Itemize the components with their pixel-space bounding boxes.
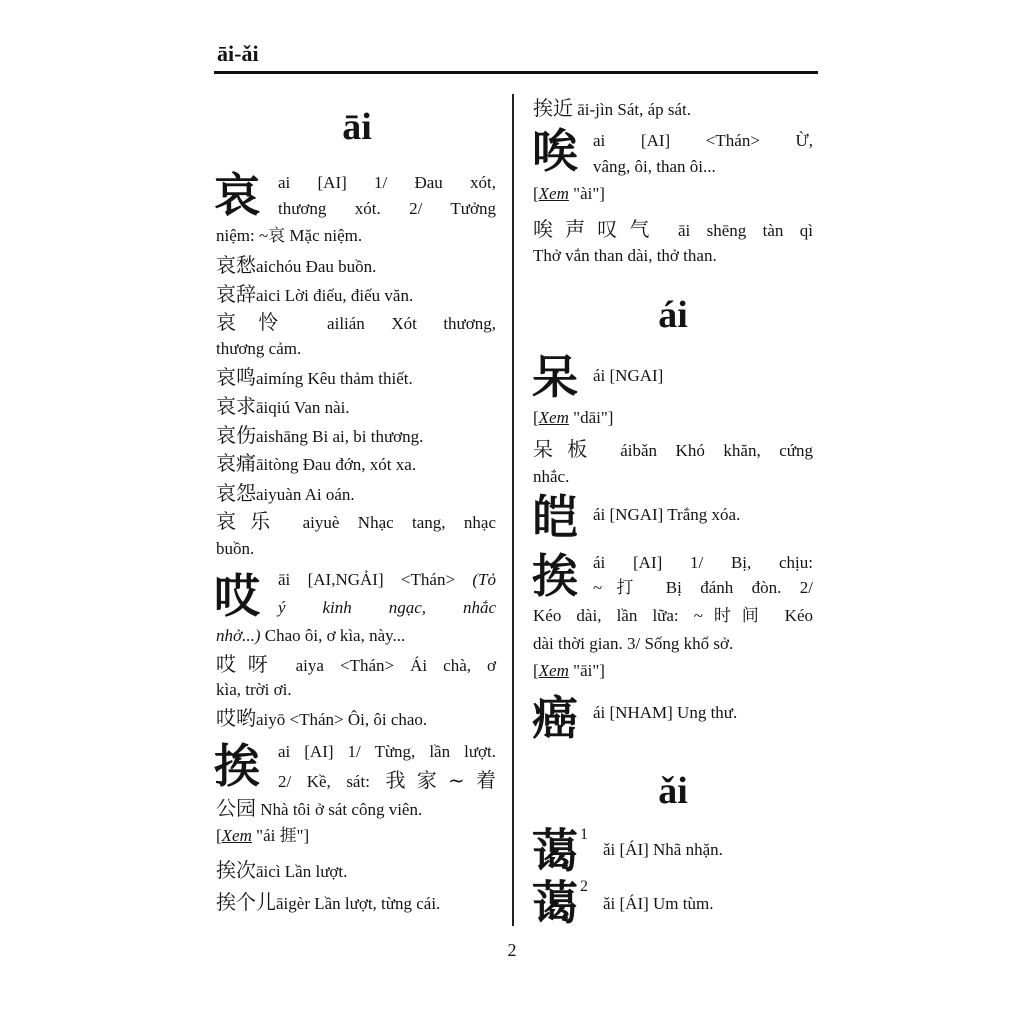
entry-line: ái [NGAI] xyxy=(593,366,664,385)
compound-hanzi: 哀辞 xyxy=(216,282,256,306)
entry-line: 2/ Kề, sát: 我家~着 xyxy=(278,768,496,792)
compound-gloss: āi-jìn Sát, áp sát. xyxy=(577,100,692,119)
compound-entry xyxy=(216,483,496,505)
column-divider xyxy=(512,94,514,926)
cross-reference: [Xem "dāi"] xyxy=(533,408,614,427)
entry-line: buồn. xyxy=(216,539,255,558)
page-number: 2 xyxy=(507,940,517,960)
compound-gloss: aichóu Đau buồn. xyxy=(256,257,377,276)
compound-hanzi: 哎哟 xyxy=(216,706,256,730)
compound-hanzi: 哎呀 xyxy=(216,652,280,676)
headword-char: 挨 xyxy=(214,739,260,793)
compound-entry xyxy=(216,892,496,914)
compound-gloss: āiqiú Van nài. xyxy=(256,398,350,417)
compound-entry xyxy=(216,284,496,306)
compound-entry xyxy=(216,511,496,533)
entry-line: nhắc. xyxy=(533,467,570,486)
compound-gloss: āigèr Lần lượt, từng cái. xyxy=(276,894,441,913)
entry-line: ý kinh ngạc, nhắc xyxy=(278,598,496,617)
compound-gloss: áibǎn Khó khăn, cứng xyxy=(620,441,814,460)
homograph-number: 1 xyxy=(580,826,588,843)
entry-line: kìa, trời ơi. xyxy=(216,680,292,699)
compound-entry xyxy=(216,367,496,389)
compound-hanzi: 挨次 xyxy=(216,858,256,882)
compound-gloss: aiya <Thán> Ái chà, ơ xyxy=(295,656,497,675)
entry-line: dài thời gian. 3/ Sống khổ sở. xyxy=(533,634,734,653)
entry-line: 公园 Nhà tôi ở sát công viên. xyxy=(216,796,423,820)
compound-entry xyxy=(216,453,496,475)
compound-hanzi: 哀愁 xyxy=(216,253,256,277)
running-header: āi-ǎi xyxy=(217,41,259,66)
compound-gloss: aimíng Kêu thảm thiết. xyxy=(256,369,413,388)
headword-char: 呆 xyxy=(532,350,578,404)
compound-entry xyxy=(216,425,496,447)
headword-char: 皑 xyxy=(532,490,578,544)
compound-entry xyxy=(216,708,496,730)
entry-line: ái [NGAI] Trắng xóa. xyxy=(593,505,741,524)
headword-char: 挨 xyxy=(532,549,578,603)
compound-hanzi: 哀痛 xyxy=(216,451,256,475)
compound-gloss: ailián Xót thương, xyxy=(327,314,497,333)
entry-line: ai [AI] 1/ Đau xót, xyxy=(278,173,496,192)
entry-line: ~打 Bị đánh đòn. 2/ xyxy=(593,578,813,597)
section-heading-ai3: ǎi xyxy=(658,770,688,812)
compound-hanzi: 唉声叹气 xyxy=(533,217,662,241)
compound-entry xyxy=(533,219,813,241)
compound-entry xyxy=(216,396,496,418)
headword-char: 癌 xyxy=(532,691,578,745)
compound-hanzi: 哀伤 xyxy=(216,423,256,447)
cross-reference: [Xem "ái 捱"] xyxy=(216,826,310,845)
compound-gloss: aiyuè Nhạc tang, nhạc xyxy=(302,513,497,532)
compound-hanzi: 哀求 xyxy=(216,394,256,418)
entry-line: Thở vắn than dài, thở than. xyxy=(533,246,717,265)
section-heading-ai1: āi xyxy=(342,106,372,148)
compound-hanzi: 哀怨 xyxy=(216,481,256,505)
entry-line: āi [AI,NGẢI] <Thán> (Tỏ xyxy=(278,570,497,589)
entry-line: ai [AI] 1/ Từng, lần lượt. xyxy=(278,742,496,761)
header-rule xyxy=(214,71,818,74)
compound-entry xyxy=(533,439,813,461)
compound-hanzi: 挨个儿 xyxy=(216,890,276,914)
compound-gloss: āi shēng tàn qì xyxy=(677,221,814,240)
cross-reference: [Xem "āi"] xyxy=(533,661,605,680)
compound-hanzi: 哀怜 xyxy=(216,310,301,334)
compound-hanzi: 挨近 xyxy=(533,96,573,120)
headword-char: 哎 xyxy=(214,569,260,623)
compound-gloss: aici Lời điếu, điếu văn. xyxy=(256,286,414,305)
compound-gloss: aiyuàn Ai oán. xyxy=(256,485,355,504)
entry-line: ái [AI] 1/ Bị, chịu: xyxy=(593,553,813,572)
entry-line: thương cảm. xyxy=(216,339,302,358)
compound-entry xyxy=(216,255,496,277)
compound-hanzi: 哀鸣 xyxy=(216,365,256,389)
entry-line: ai [AI] <Thán> Ừ, xyxy=(593,131,813,150)
compound-gloss: aishāng Bi ai, bi thương. xyxy=(256,427,424,446)
compound-entry xyxy=(533,98,813,120)
compound-gloss: āicì Lần lượt. xyxy=(256,862,348,881)
compound-gloss: aiyō <Thán> Ôi, ôi chao. xyxy=(256,710,428,729)
entry-line: nhở...) Chao ôi, ơ kìa, này... xyxy=(216,626,406,645)
compound-entry xyxy=(216,312,496,334)
cross-reference: [Xem "ài"] xyxy=(533,184,605,203)
section-heading-ai2: ái xyxy=(658,294,688,336)
compound-entry xyxy=(216,654,496,676)
entry-line: ái [NHAM] Ung thư. xyxy=(593,703,738,722)
headword-char: 蔼 xyxy=(532,824,578,878)
headword-char: 蔼 xyxy=(532,876,578,930)
compound-hanzi: 呆板 xyxy=(533,437,602,461)
headword-char: 哀 xyxy=(214,168,260,222)
entry-line: niệm: ~哀 Mặc niệm. xyxy=(216,226,363,245)
entry-line: thương xót. 2/ Tưởng xyxy=(278,199,496,218)
compound-entry xyxy=(216,860,496,882)
entry-line: vâng, ôi, than ôi... xyxy=(593,157,716,176)
compound-gloss: āitòng Đau đớn, xót xa. xyxy=(256,455,417,474)
compound-hanzi: 哀乐 xyxy=(216,509,285,533)
entry-line: ǎi [ÁI] Um tùm. xyxy=(603,894,714,913)
entry-line: Kéo dài, lần lữa: ~时间 Kéo xyxy=(533,606,813,625)
homograph-number: 2 xyxy=(580,878,588,895)
entry-line: ǎi [ÁI] Nhã nhặn. xyxy=(603,840,723,859)
headword-char: 唉 xyxy=(532,124,578,178)
